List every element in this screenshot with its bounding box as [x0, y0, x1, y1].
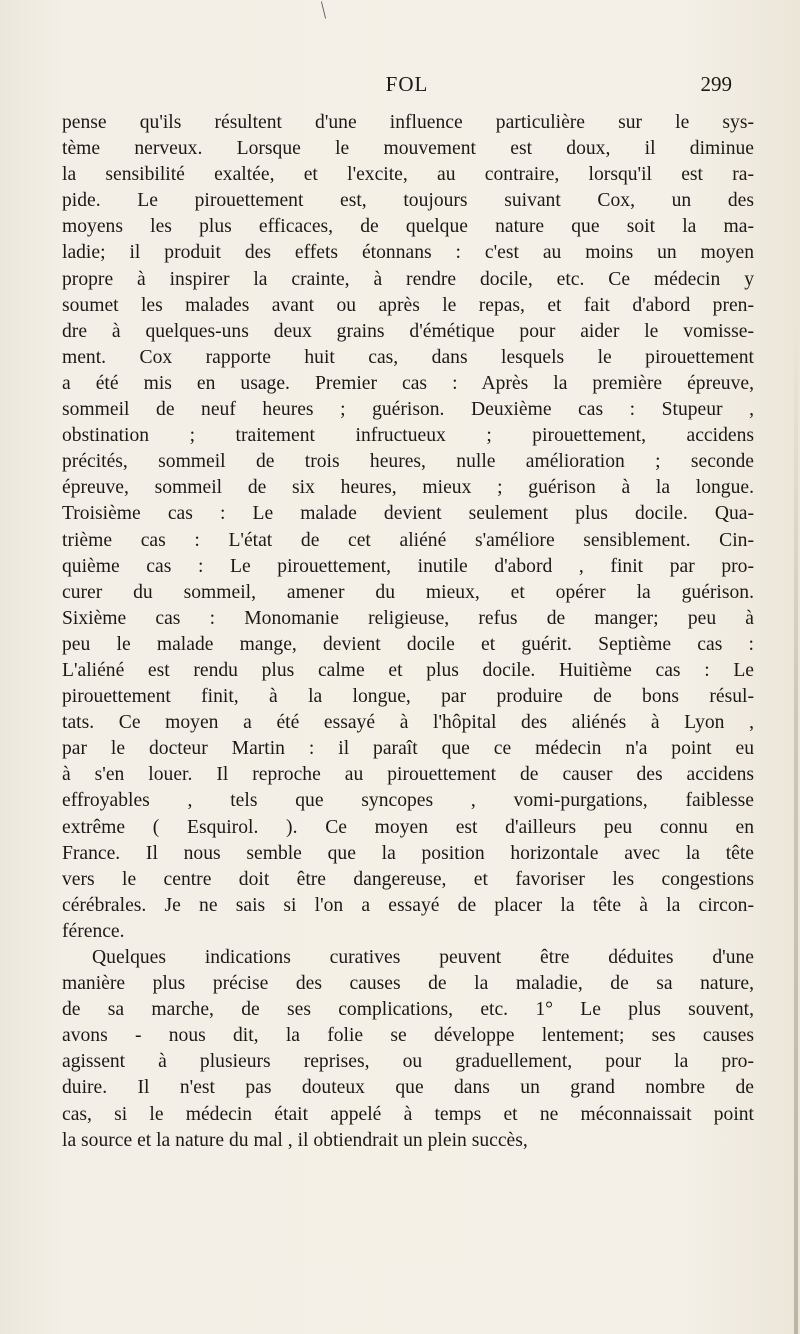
- text-line: cérébrales. Je ne sais si l'on a essayé de placer la tête à la circon-: [62, 894, 754, 916]
- running-title: FOL: [385, 72, 429, 96]
- text-line: cas, si le médecin était appelé à temps et ne méconnaissait point: [62, 1103, 754, 1125]
- text-line: vers le centre doit être dangereuse, et favoriser les congestions: [62, 868, 754, 890]
- text-line: pide. Le pirouettement est, toujours suivant Cox, un des: [62, 190, 754, 212]
- text-line: avons - nous dit, la folie se développe lentement; ses causes: [62, 1025, 754, 1047]
- text-line: de sa marche, de ses complications, etc. 1° Le plus souvent,: [62, 999, 754, 1021]
- text-line: Troisième cas : Le malade devient seulement plus docile. Qua-: [62, 503, 754, 525]
- page-header: [62, 72, 752, 102]
- body-text: [62, 110, 754, 1154]
- paragraph: [62, 945, 754, 1154]
- text-line: Sixième cas : Monomanie religieuse, refus de manger; peu à: [62, 607, 754, 629]
- text-line: ment. Cox rapporte huit cas, dans lesquels le pirouettement: [62, 346, 754, 368]
- text-line: trième cas : L'état de cet aliéné s'améliore sensiblement. Cin-: [62, 529, 754, 551]
- text-line: précités, sommeil de trois heures, nulle amélioration ; seconde: [62, 451, 754, 473]
- text-line: tème nerveux. Lorsque le mouvement est doux, il diminue: [62, 138, 754, 160]
- text-line: peu le malade mange, devient docile et guérit. Septième cas :: [62, 633, 754, 655]
- text-line: férence.: [62, 920, 125, 942]
- text-line: par le docteur Martin : il paraît que ce médecin n'a point eu: [62, 738, 754, 760]
- text-line: France. Il nous semble que la position horizontale avec la tête: [62, 842, 754, 864]
- text-line: la sensibilité exaltée, et l'excite, au contraire, lorsqu'il est ra-: [62, 164, 754, 186]
- text-line: pense qu'ils résultent d'une influence particulière sur le sys-: [62, 112, 754, 133]
- text-line: tats. Ce moyen a été essayé à l'hôpital des aliénés à Lyon ,: [62, 712, 754, 734]
- text-line: sommeil de neuf heures ; guérison. Deuxième cas : Stupeur ,: [62, 399, 754, 421]
- text-line: effroyables , tels que syncopes , vomi-purgations, faiblesse: [62, 790, 754, 812]
- text-line: agissent à plusieurs reprises, ou graduellement, pour la pro-: [62, 1051, 754, 1073]
- text-line: quième cas : Le pirouettement, inutile d'abord , finit par pro-: [62, 555, 754, 577]
- text-line: propre à inspirer la crainte, à rendre docile, etc. Ce médecin y: [62, 268, 754, 290]
- text-line: curer du sommeil, amener du mieux, et opérer la guérison.: [62, 581, 754, 603]
- text-line: la source et la nature du mal , il obtiendrait un plein succès,: [62, 1129, 528, 1151]
- text-line: épreuve, sommeil de six heures, mieux ; guérison à la longue.: [62, 477, 754, 499]
- text-line: ladie; il produit des effets étonnans : c'est au moins un moyen: [62, 242, 754, 264]
- text-line: pirouettement finit, à la longue, par produire de bons résul-: [62, 686, 754, 708]
- text-line: extrême ( Esquirol. ). Ce moyen est d'ailleurs peu connu en: [62, 816, 754, 838]
- text-line: Quelques indications curatives peuvent être déduites d'une: [92, 947, 754, 968]
- text-line: obstination ; traitement infructueux ; pirouettement, accidens: [62, 425, 754, 447]
- text-line: soumet les malades avant ou après le repas, et fait d'abord pren-: [62, 294, 754, 316]
- page-edge-shadow: [794, 320, 798, 1334]
- text-line: à s'en louer. Il reproche au pirouettement de causer des accidens: [62, 764, 754, 786]
- text-line: a été mis en usage. Premier cas : Après la première épreuve,: [62, 372, 754, 394]
- text-line: dre à quelques-uns deux grains d'émétique pour aider le vomisse-: [62, 320, 754, 342]
- text-line: moyens les plus efficaces, de quelque nature que soit la ma-: [62, 216, 754, 238]
- text-line: duire. Il n'est pas douteux que dans un grand nombre de: [62, 1077, 754, 1099]
- margin-mark: \: [321, 0, 327, 24]
- page-number: 299: [700, 72, 732, 96]
- text-line: manière plus précise des causes de la maladie, de sa nature,: [62, 973, 754, 995]
- text-line: L'aliéné est rendu plus calme et plus docile. Huitième cas : Le: [62, 659, 754, 681]
- paragraph: [62, 110, 754, 945]
